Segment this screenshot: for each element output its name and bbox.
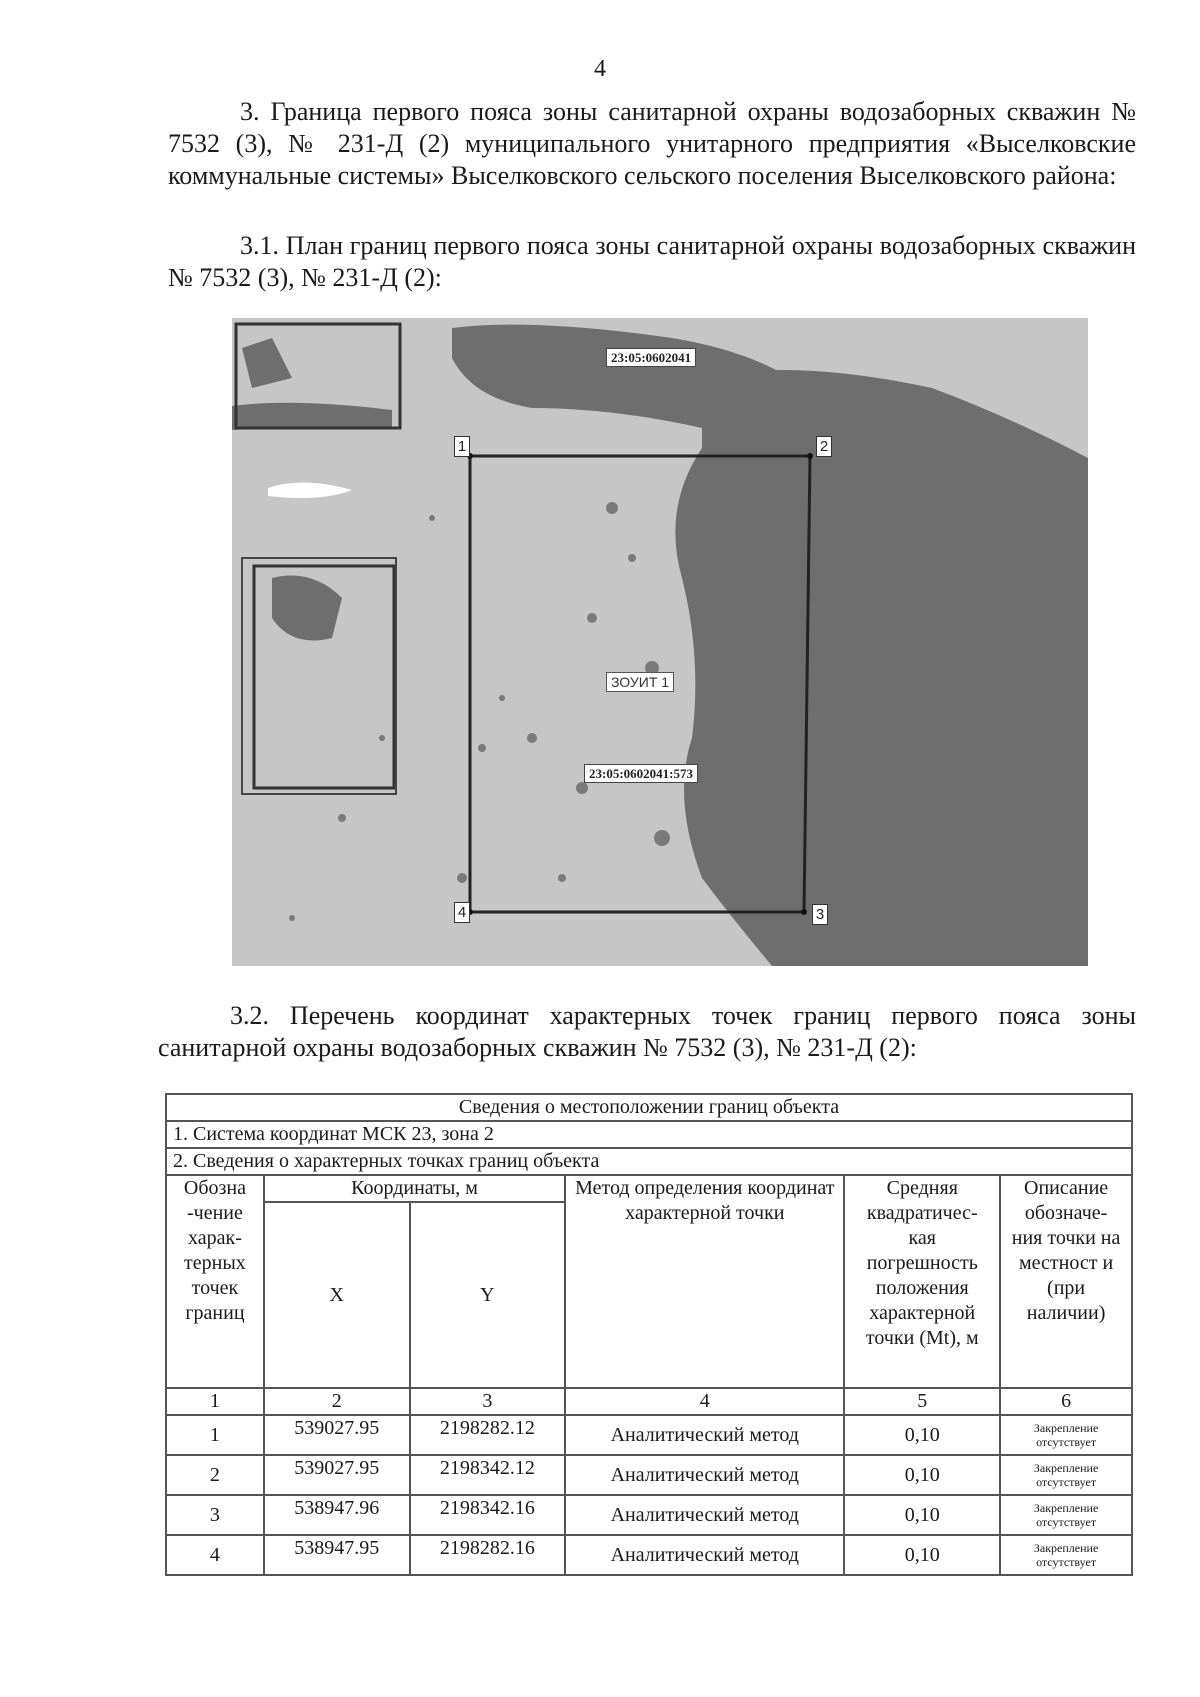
coord-y: 2198282.16: [410, 1535, 566, 1575]
coordinate-system: 1. Система координат МСК 23, зона 2: [166, 1121, 1132, 1148]
col-number: 4: [565, 1388, 844, 1415]
header-method: Метод определения координат характерной точки: [565, 1175, 844, 1388]
coord-x: 538947.96: [264, 1495, 410, 1535]
coord-x: 539027.95: [264, 1455, 410, 1495]
header-x: X: [264, 1202, 410, 1388]
col-number: 2: [264, 1388, 410, 1415]
table-col-numbers-row: [166, 1388, 1132, 1415]
error-value: 0,10: [844, 1495, 1000, 1535]
method: Аналитический метод: [565, 1495, 844, 1535]
table-points-header-row: [166, 1148, 1132, 1175]
boundary-map: [232, 318, 1088, 966]
point-2-label: 2: [816, 436, 832, 457]
cadastral-block-label: 23:05:0602041: [606, 348, 696, 367]
method: Аналитический метод: [565, 1535, 844, 1575]
point-number: 2: [166, 1455, 264, 1495]
coord-y: 2198342.12: [410, 1455, 566, 1495]
col-number: 1: [166, 1388, 264, 1415]
section-3-2-heading: 3.2. Перечень координат характерных точек границ первого пояса зоны санитарной охраны водозаборных скважин № 7532 (3), № 231-Д (2):: [158, 1001, 1136, 1062]
table-header-row: [166, 1175, 1132, 1202]
header-description: Описание обозначе- ния точки на местност и (при наличии): [1000, 1175, 1132, 1388]
error-value: 0,10: [844, 1535, 1000, 1575]
table-title-row: [166, 1094, 1132, 1121]
error-value: 0,10: [844, 1415, 1000, 1455]
zone-label: ЗОУИТ 1: [606, 672, 674, 692]
coord-x: 539027.95: [264, 1415, 410, 1455]
col-number: 6: [1000, 1388, 1132, 1415]
point-1-label: 1: [454, 436, 470, 457]
table-row: [166, 1455, 1132, 1495]
method: Аналитический метод: [565, 1455, 844, 1495]
coord-y: 2198282.12: [410, 1415, 566, 1455]
header-y: Y: [410, 1202, 566, 1388]
point-number: 4: [166, 1535, 264, 1575]
page-number: 4: [594, 56, 606, 82]
method: Аналитический метод: [565, 1415, 844, 1455]
point-4-label: 4: [454, 902, 470, 923]
col-number: 5: [844, 1388, 1000, 1415]
map-image: [232, 318, 1088, 966]
coord-x: 538947.95: [264, 1535, 410, 1575]
point-3-label: 3: [812, 904, 828, 925]
point-description: Закрепление отсутствует: [1033, 1461, 1099, 1489]
coord-y: 2198342.16: [410, 1495, 566, 1535]
section-3-1-heading: 3.1. План границ первого пояса зоны санитарной охраны водозаборных скважин № 7532 (3), № 231-Д (2):: [168, 231, 1136, 292]
header-error: Средняя квадратичес- кая погрешность положения характерной точки (Мt), м: [844, 1175, 1000, 1388]
point-number: 3: [166, 1495, 264, 1535]
point-number: 1: [166, 1415, 264, 1455]
table-title: Сведения о местоположении границ объекта: [166, 1094, 1132, 1121]
point-description: Закрепление отсутствует: [1033, 1541, 1099, 1569]
points-header: 2. Сведения о характерных точках границ объекта: [166, 1148, 1132, 1175]
point-description: Закрепление отсутствует: [1033, 1501, 1099, 1529]
coordinates-table: [165, 1093, 1133, 1576]
table-row: [166, 1535, 1132, 1575]
header-coords: Координаты, м: [264, 1175, 565, 1202]
table-row: [166, 1495, 1132, 1535]
table-row: [166, 1415, 1132, 1455]
parcel-label: 23:05:0602041:573: [584, 764, 698, 783]
table-system-row: [166, 1121, 1132, 1148]
header-designation: Обозна -чение харак- терных точек границ: [166, 1175, 264, 1388]
section-3-heading: 3. Граница первого пояса зоны санитарной охраны водозаборных скважин № 7532 (3), № 231-Д (2) муниципального унитарного предприятия «Выселковские коммунальные системы» Выселковского сельского поселения Выселковского района:: [168, 97, 1136, 190]
error-value: 0,10: [844, 1455, 1000, 1495]
col-number: 3: [410, 1388, 566, 1415]
point-description: Закрепление отсутствует: [1033, 1421, 1099, 1449]
